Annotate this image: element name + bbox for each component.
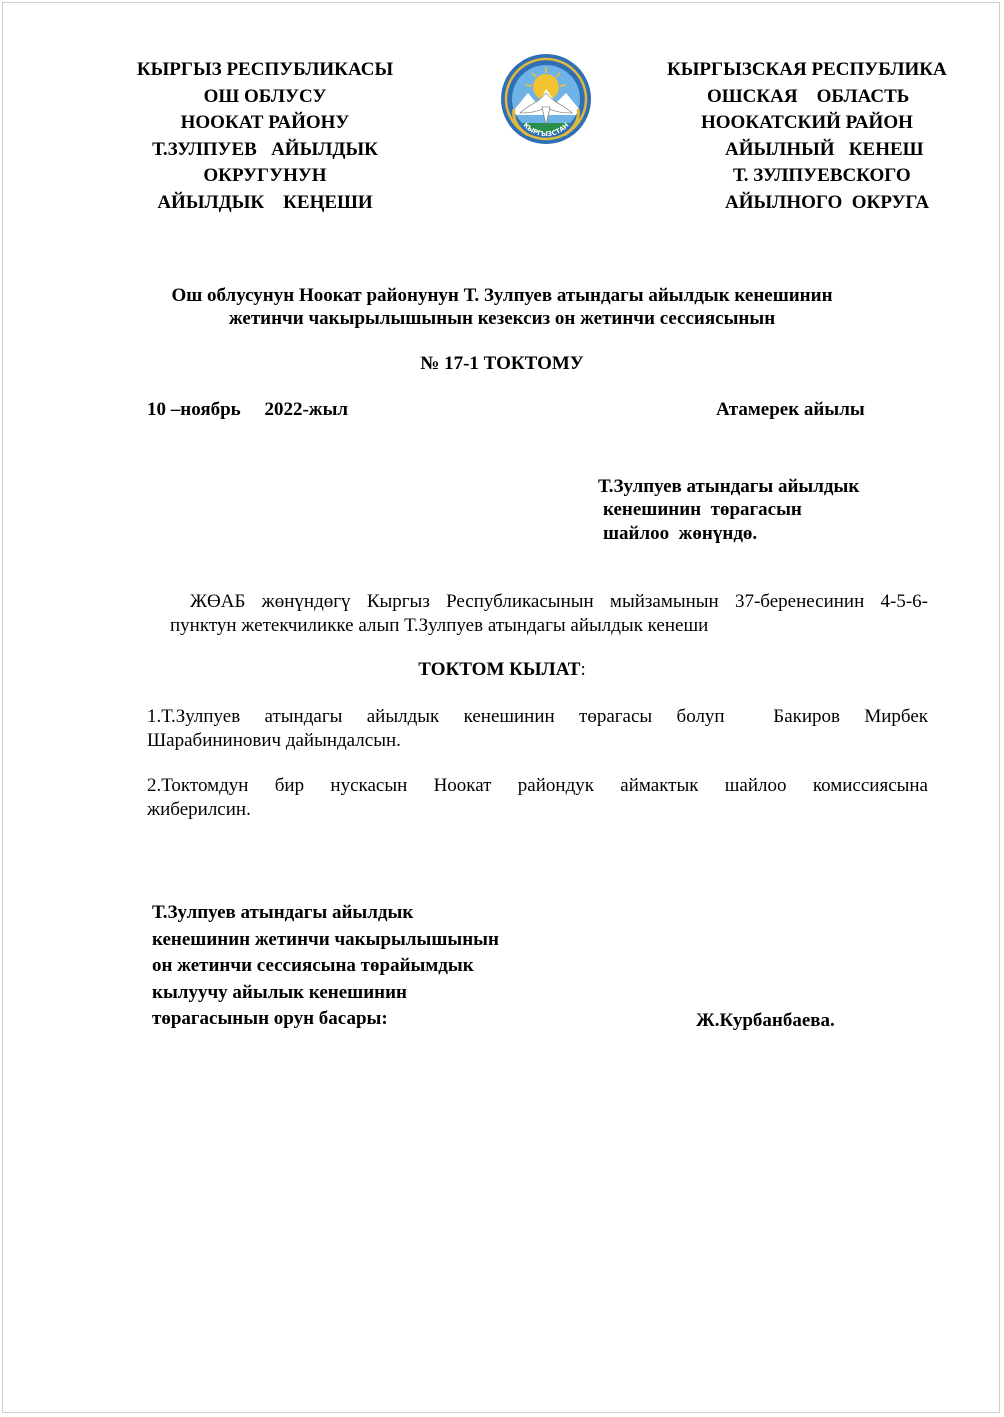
signature-line: Т.Зулпуев атындагы айылдык xyxy=(152,902,414,923)
resolution-place: Атамерек айылы xyxy=(716,399,865,420)
resolves-label: ТОКТОМ КЫЛАТ xyxy=(418,659,581,680)
header-left-line: ОШ ОБЛУСУ xyxy=(203,85,327,107)
header-left-line: Т.ЗУЛПУЕВ АЙЫЛДЫК xyxy=(152,138,378,160)
header-left-line: КЫРГЫЗ РЕСПУБЛИКАСЫ xyxy=(136,59,394,80)
item-1-line-2: Шарабининович дайындалсын. xyxy=(147,730,401,751)
state-emblem xyxy=(498,53,594,145)
signature-block xyxy=(152,900,499,1033)
header-kyrgyz xyxy=(110,57,420,216)
resolution-date: 10 –ноябрь 2022-жыл xyxy=(147,399,349,420)
title-line-1: Ош облусунун Ноокат районунун Т. Зулпуев атындагы айылдык кенешинин xyxy=(171,285,833,306)
header-right-line: АЙЫЛНЫЙ КЕНЕШ xyxy=(725,138,924,160)
signature-line: төрагасынын орун басары: xyxy=(152,1008,388,1029)
svg-text:КЫРГЫЗСТАН: КЫРГЫЗСТАН xyxy=(521,121,571,139)
subject-line: кенешинин төрагасын xyxy=(603,499,802,520)
subject-line: Т.Зулпуев атындагы айылдык xyxy=(598,476,860,497)
item-2-line-1: 2.Токтомдун бир нускасын Ноокат райондук аймактык шайлоо комиссиясына xyxy=(147,775,928,796)
signature-line: он жетинчи сессиясына төрайымдык xyxy=(152,955,474,976)
resolves-colon: : xyxy=(580,659,586,680)
signature-line: кенешинин жетинчи чакырылышынын xyxy=(152,928,499,950)
header-right-line: НООКАТСКИЙ РАЙОН xyxy=(701,112,913,133)
preamble-line-2: пунктун жетекчиликке алып Т.Зулпуев атындагы айылдык кенеши xyxy=(170,615,709,636)
emblem-icon xyxy=(498,53,594,145)
header-left-line: ОКРУГУНУН xyxy=(203,165,327,186)
resolution-number: № 17-1 ТОКТОМУ xyxy=(420,353,584,374)
header-left-line: НООКАТ РАЙОНУ xyxy=(180,112,350,133)
header-right-line: Т. ЗУЛПУЕВСКОГО xyxy=(733,165,911,186)
header-left-line: АЙЫЛДЫК КЕҢЕШИ xyxy=(157,191,373,213)
signatory-name: Ж.Курбанбаева. xyxy=(696,1010,835,1031)
header-russian xyxy=(655,57,975,216)
header-right-line: КЫРГЫЗСКАЯ РЕСПУБЛИКА xyxy=(667,59,947,80)
preamble-line-1: ЖӨАБ жөнүндөгү Кыргыз Республикасынын мыйзамынын 37-беренесинин 4-5-6- xyxy=(190,591,928,612)
resolves-heading xyxy=(0,657,1004,683)
title-line-2: жетинчи чакырылышынын кезексиз он жетинчи сессиясынын xyxy=(228,308,776,329)
item-2-line-2: жиберилсин. xyxy=(147,799,251,820)
item-1-line-1: 1.Т.Зулпуев атындагы айылдык кенешинин төрагасы болуп Бакиров Мирбек xyxy=(147,706,928,727)
header-right-line: АЙЫЛНОГО ОКРУГА xyxy=(725,191,930,213)
subject-line: шайлоо жөнүндө. xyxy=(603,523,758,544)
signature-line: кылуучу айылык кенешинин xyxy=(152,981,407,1003)
header-right-line: ОШСКАЯ ОБЛАСТЬ xyxy=(707,85,910,107)
